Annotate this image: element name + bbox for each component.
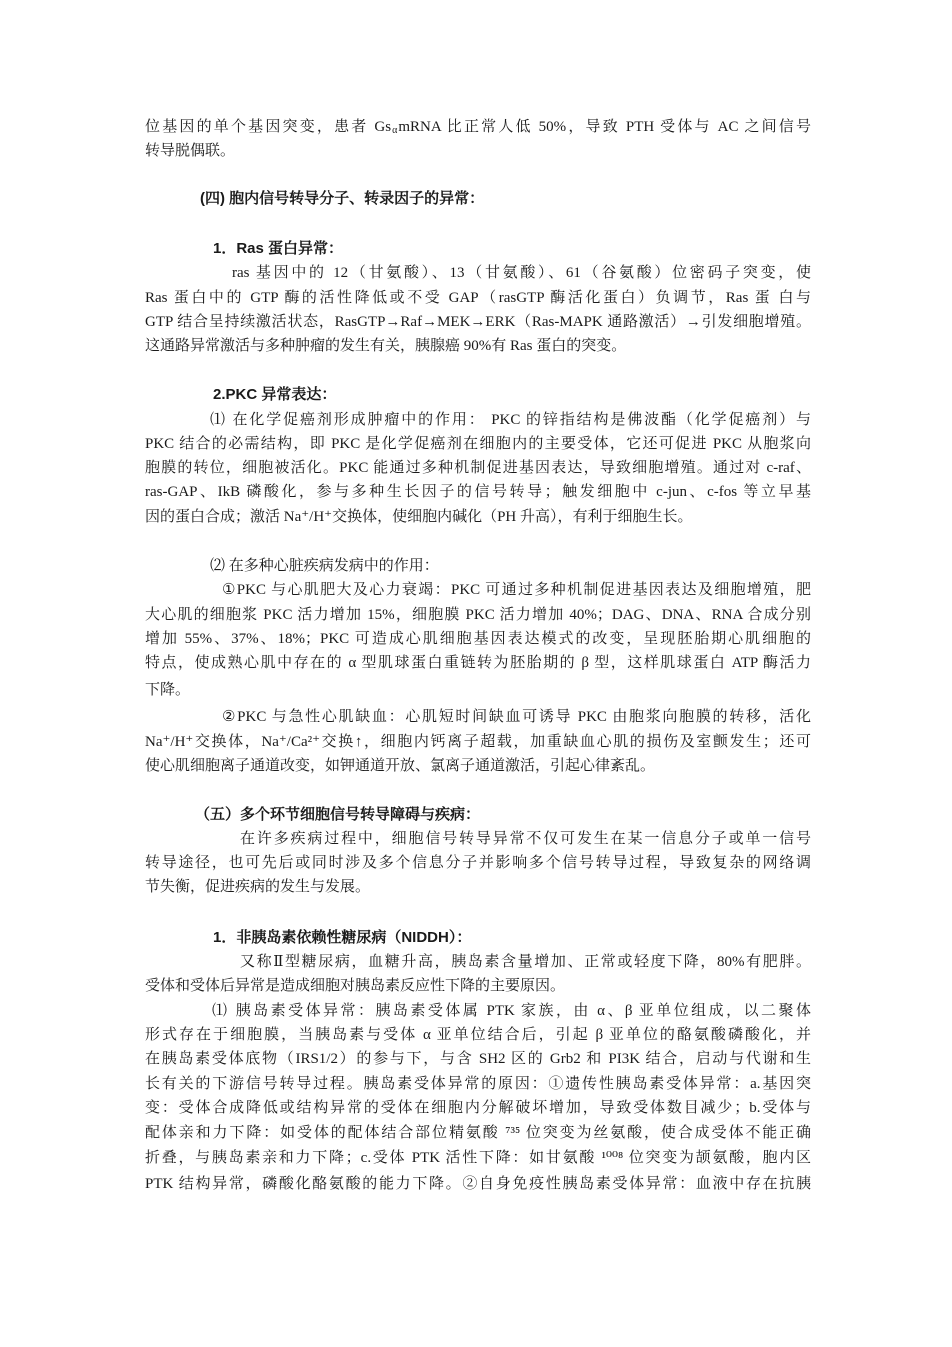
subsection-heading: 2.PKC 异常表达： [213,386,337,403]
paragraph-line: ②PKC 与急性心肌缺血：心肌短时间缺血可诱导 PKC 由胞浆向胞膜的转移，活化 [222,709,811,725]
paragraph-line: 转导脱偶联。 [145,143,236,159]
paragraph-line: 又称Ⅱ型糖尿病，血糖升高，胰岛素含量增加、正常或轻度下降，80%有肥胖。 [240,954,811,970]
paragraph-line: 下降。 [145,682,191,698]
paragraph-line: 因的蛋白合成；激活 Na⁺/H⁺交换体，使细胞内碱化（PH 升高），有利于细胞生长。 [145,509,693,525]
paragraph-line: 受体和受体后异常是造成细胞对胰岛素反应性下降的主要原因。 [145,978,566,994]
paragraph-line: 增加 55%、37%、18%；PKC 可造成心肌细胞基因表达模式的改变，呈现胚胎期心肌细胞的 [145,631,811,647]
paragraph-line: 折叠，与胰岛素亲和力下降；c.受体 PTK 活性下降：如甘氨酸 ¹⁰⁰⁸ 位突变为颉氨酸，胞内区 [145,1150,811,1166]
paragraph-line: 变：受体合成降低或结构异常的受体在细胞内分解破坏增加，导致受体数目减少；b.受体与 [145,1100,811,1116]
paragraph-line: Ras 蛋白中的 GTP 酶的活性降低或不受 GAP（rasGTP 酶活化蛋白）负调节，Ras 蛋 白与 [145,290,811,306]
paragraph-line: 这通路异常激活与多种肿瘤的发生有关，胰腺癌 90%有 Ras 蛋白的突变。 [145,338,627,354]
subsection-heading: 1．Ras 蛋白异常： [213,240,344,257]
list-heading: ⑵ 在多种心脏疾病发病中的作用： [210,558,439,574]
paragraph-line: 节失衡，促进疾病的发生与发展。 [145,879,371,895]
paragraph-line: ⑴ 胰岛素受体异常：胰岛素受体属 PTK 家族，由 α、β 亚单位组成，以二聚体 [212,1003,811,1019]
text-run: 位基因的单个基因突变，患者 Gs [145,119,392,135]
paragraph-line: 使心肌细胞离子通道改变，如钾通道开放、氯离子通道激活，引起心律紊乱。 [145,758,656,774]
paragraph-line: 在胰岛素受体底物（IRS1/2）的参与下，与含 SH2 区的 Grb2 和 PI3K 结合，启动与代谢和生 [145,1051,811,1067]
paragraph-line: PTK 结构异常，磷酸化酪氨酸的能力下降。②自身免疫性胰岛素受体异常：血液中存在抗胰 [145,1176,811,1192]
paragraph-line [145,116,811,138]
paragraph-line: 胞膜的转位，细胞被活化。PKC 能通过多种机制促进基因表达，导致细胞增殖。通过对 c-raf、 [145,460,811,476]
paragraph-line: ras 基因中的 12（甘氨酸）、13（甘氨酸）、61（谷氨酸）位密码子突变，使 [232,265,811,281]
paragraph-line: PKC 结合的必需结构，即 PKC 是化学促癌剂在细胞内的主要受体，它还可促进 PKC 从胞浆向 [145,436,811,452]
paragraph-line: 配体亲和力下降：如受体的配体结合部位精氨酸 ⁷³⁵ 位突变为丝氨酸，使合成受体不能正确 [145,1125,811,1141]
paragraph-line: Na⁺/H⁺交换体，Na⁺/Ca²⁺交换↑，细胞内钙离子超载，加重缺血心肌的损伤及室颤发生；还可 [145,734,811,750]
paragraph-line: 长有关的下游信号转导过程。胰岛素受体异常的原因：①遗传性胰岛素受体异常：a.基因突 [145,1076,811,1092]
section-heading: (四) 胞内信号转导分子、转录因子的异常： [200,190,485,207]
paragraph-line: 在许多疾病过程中，细胞信号转导异常不仅可发生在某一信息分子或单一信号 [240,831,811,847]
paragraph-line: 转导途径，也可先后或同时涉及多个信息分子并影响多个信号转导过程，导致复杂的网络调 [145,855,811,871]
paragraph-line: 特点，使成熟心肌中存在的 α 型肌球蛋白重链转为胚胎期的 β 型，这样肌球蛋白 ATP 酶活力 [145,655,811,671]
paragraph-line: ⑴ 在化学促癌剂形成肿瘤中的作用： PKC 的锌指结构是佛波酯（化学促癌剂）与 [210,412,811,428]
section-heading: （五）多个环节细胞信号转导障碍与疾病： [195,806,481,823]
paragraph-line: 大心肌的细胞浆 PKC 活力增加 15%，细胞膜 PKC 活力增加 40%；DAG、DNA、RNA 合成分别 [145,607,811,623]
text-run: mRNA 比正常人低 50%，导致 PTH 受体与 AC 之间信号 [398,119,811,135]
subsection-heading: 1．非胰岛素依赖性糖尿病（NIDDH）： [213,929,472,946]
subscript-text: α [392,125,398,136]
paragraph-line: ①PKC 与心肌肥大及心力衰竭：PKC 可通过多种机制促进基因表达及细胞增殖，肥 [222,582,811,598]
paragraph-line: 形式存在于细胞膜，当胰岛素与受体 α 亚单位结合后，引起 β 亚单位的酪氨酸磷酸化，并 [145,1027,811,1043]
paragraph-line: ras-GAP、IkB 磷酸化，参与多种生长因子的信号转导；触发细胞中 c-jun、c-fos 等立早基 [145,484,811,500]
paragraph-line: GTP 结合呈持续激活状态，RasGTP→Raf→MEK→ERK（Ras-MAPK 通路激活）→引发细胞增殖。 [145,314,811,330]
